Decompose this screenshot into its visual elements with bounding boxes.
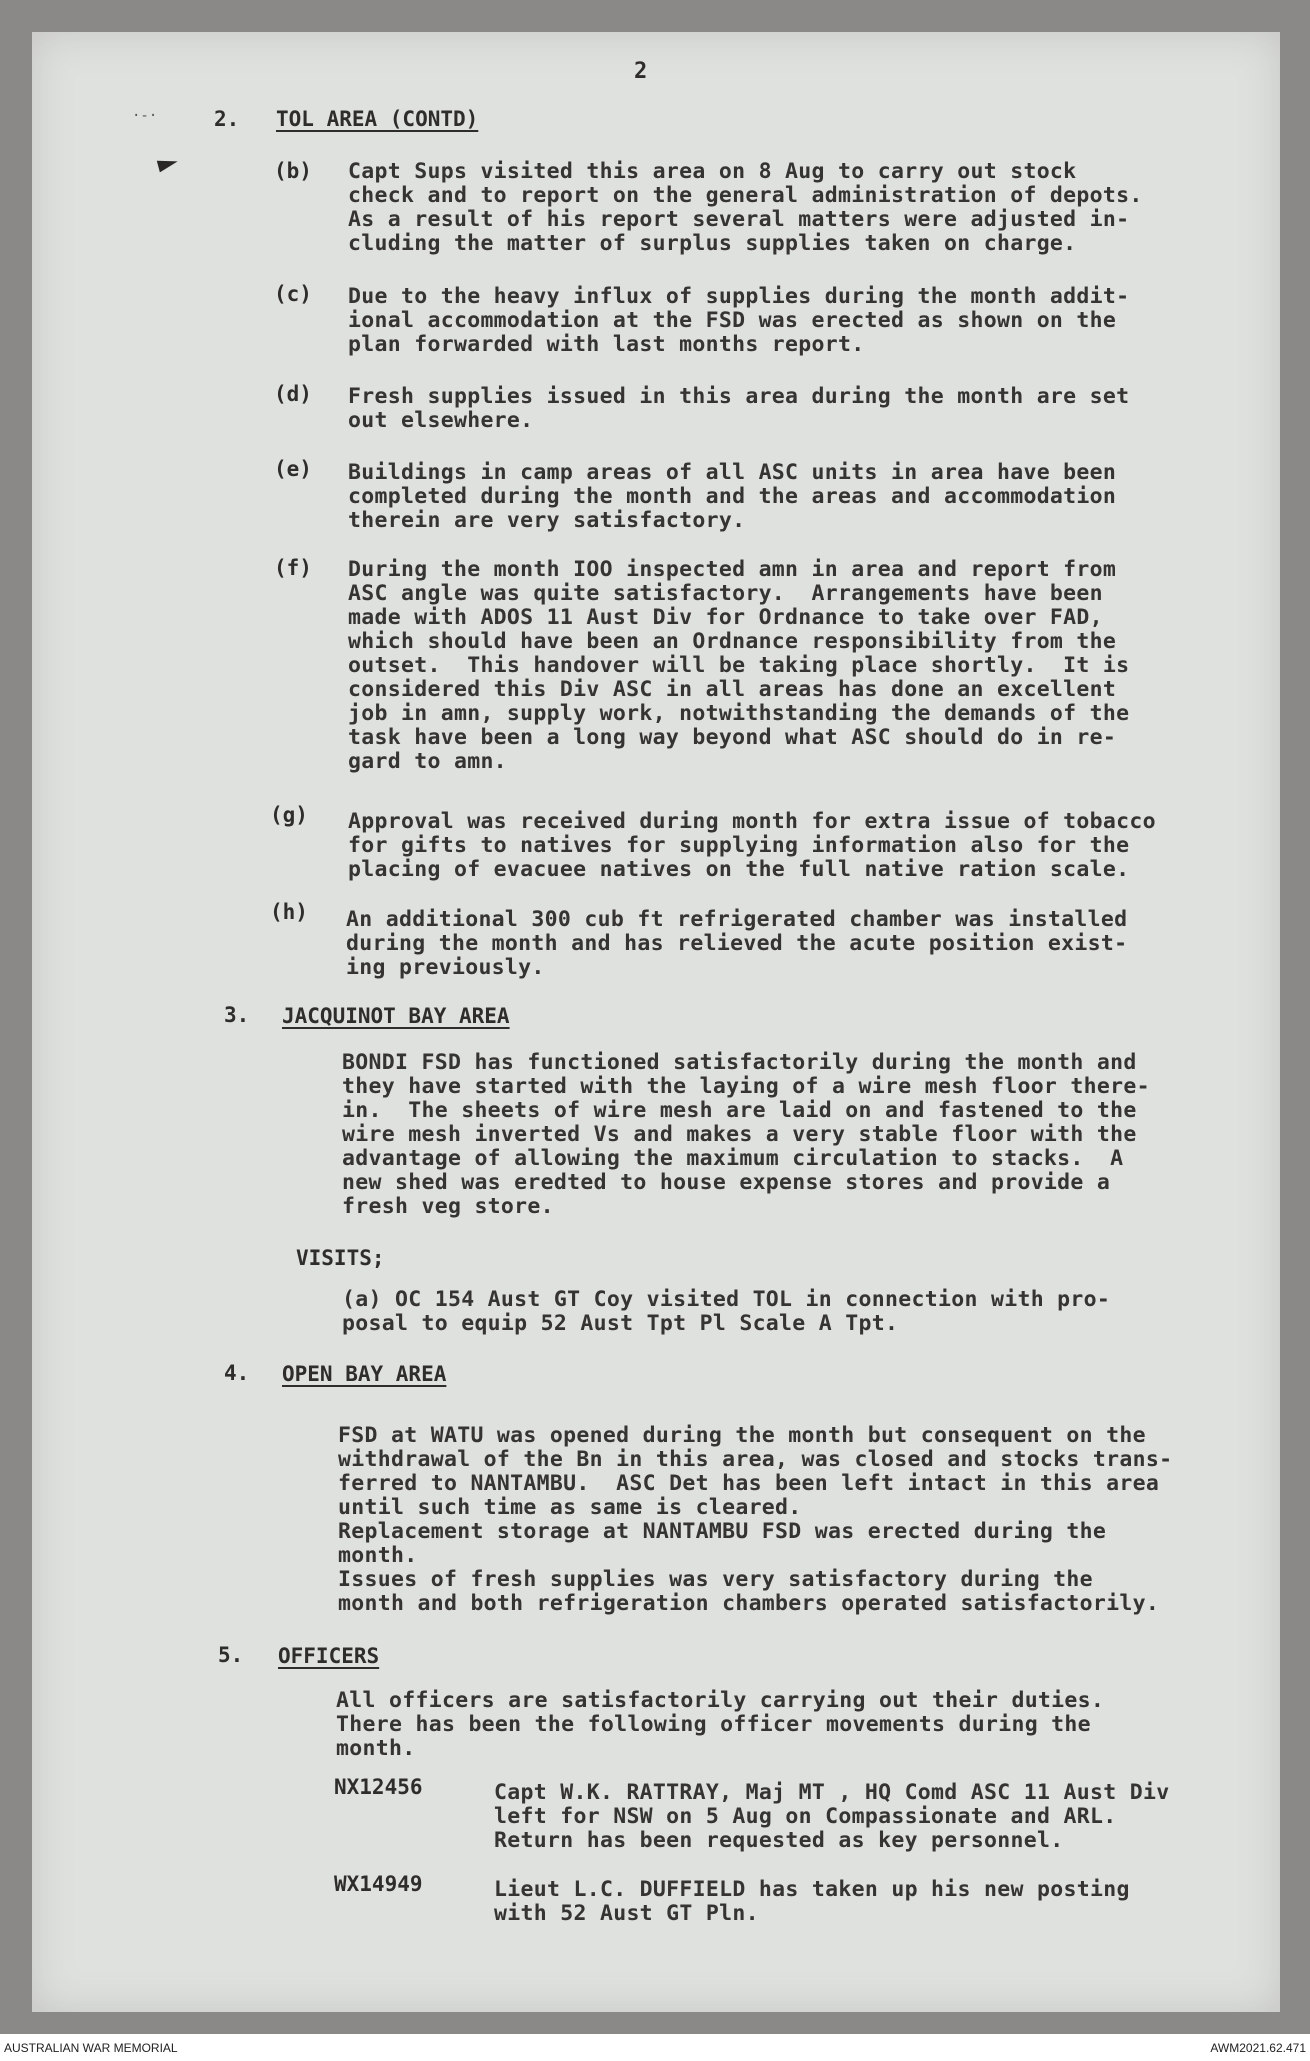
item-label: (e) (274, 457, 312, 481)
archive-footer (0, 2034, 1310, 2061)
section-body: BONDI FSD has functioned satisfactorily during the month and they have started with the laying of a wire mesh floor there- in. The sheets of wire mesh are laid on and fastened to the wire mesh inverted Vs and makes a very stable floor with the advantage of allowing the maximum circulation to stacks. A new shed was eredted to house expense stores and provide a fresh veg store. (342, 1050, 1150, 1219)
item-label: (g) (270, 803, 308, 827)
item-text: Capt Sups visited this area on 8 Aug to carry out stock check and to report on the general administration of depots. As a result of his report several matters were adjusted in- cluding the matter of surplus supplies taken on charge. (348, 159, 1143, 256)
archive-reference: AWM2021.62.471 (1210, 2041, 1306, 2055)
item-text: During the month IOO inspected amn in area and report from ASC angle was quite satisfactory. Arrangements have been made with ADOS 11 Aust Div for Ordnance to take over FAD, which should have been an Ordnance responsibility from the outset. This handover will be taking place shortly. It is considered this Div ASC in all areas has done an excellent job in amn, supply work, notwithstanding the demands of the task have been a long way beyond what ASC should do in re- gard to amn. (348, 557, 1130, 774)
item-label: (f) (274, 556, 312, 580)
section-heading: OFFICERS (278, 1644, 380, 1668)
item-text: Approval was received during month for extra issue of tobacco for gifts to natives for supplying information also for the placing of evacuee natives on the full native ration scale. (348, 809, 1156, 882)
movement-text: Capt W.K. RATTRAY, Maj MT , HQ Comd ASC 11 Aust Div left for NSW on 5 Aug on Compassionate and ARL. Return has been requested as key personnel. (494, 1780, 1170, 1853)
item-label: (d) (274, 382, 312, 406)
item-label: (b) (274, 159, 312, 183)
section-number: 2. (214, 107, 240, 131)
section-number: 5. (218, 1643, 244, 1667)
movement-text: Lieut L.C. DUFFIELD has taken up his new posting with 52 Aust GT Pln. (494, 1877, 1130, 1926)
section-heading: OPEN BAY AREA (282, 1362, 447, 1386)
section-heading: JACQUINOT BAY AREA (282, 1004, 510, 1028)
item-label: (c) (274, 282, 312, 306)
visits-text: (a) OC 154 Aust GT Coy visited TOL in connection with pro- posal to equip 52 Aust Tpt Pl Scale A Tpt. (342, 1287, 1111, 1336)
item-text: Buildings in camp areas of all ASC units in area have been completed during the month and the areas and accommodation therein are very satisfactory. (348, 460, 1117, 533)
section-number: 3. (224, 1003, 250, 1027)
item-text: Fresh supplies issued in this area during the month are set out elsewhere. (348, 384, 1130, 433)
item-text: An additional 300 cub ft refrigerated chamber was installed during the month and has relieved the acute position exist- ing previously. (346, 907, 1128, 980)
item-text: Due to the heavy influx of supplies during the month addit- ional accommodation at the FSD was erected as shown on the plan forwarded with last months report. (348, 284, 1130, 357)
item-label: (h) (270, 900, 308, 924)
visits-heading: VISITS; (296, 1246, 385, 1270)
page-number: 2 (634, 59, 648, 84)
section-number: 4. (224, 1361, 250, 1385)
margin-mark: ·-· (132, 108, 158, 124)
service-number: NX12456 (334, 1775, 423, 1799)
section-heading: TOL AREA (CONTD) (276, 107, 479, 131)
section-body: All officers are satisfactorily carrying out their duties. There has been the following officer movements during the month. (336, 1688, 1105, 1761)
section-body: FSD at WATU was opened during the month but consequent on the withdrawal of the Bn in this area, was closed and stocks trans- ferred to NANTAMBU. ASC Det has been left intact in this area until such time as same is cleared. Replacement storage at NANTAMBU FSD was erected during the month. Issues of fresh supplies was very satisfactory during the month and both refrigeration chambers operated satisfactorily. (338, 1423, 1173, 1616)
service-number: WX14949 (334, 1872, 423, 1896)
archive-name: AUSTRALIAN WAR MEMORIAL (4, 2041, 178, 2055)
